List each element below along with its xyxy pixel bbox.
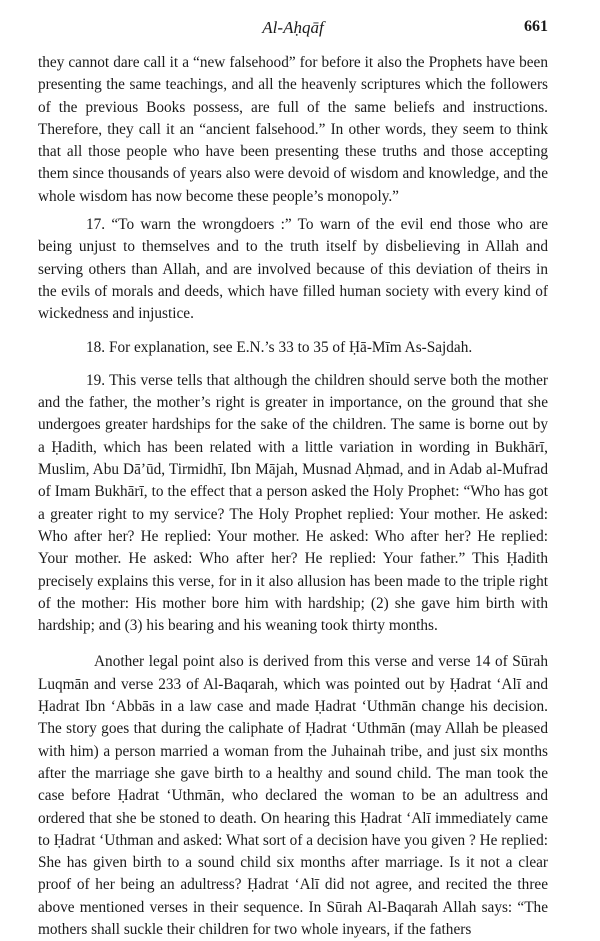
note-18: 18. For explanation, see E.N.’s 33 to 35 of Ḥā-Mīm As-Sajdah.	[86, 338, 473, 356]
note-19: 19. This verse tells that although the children should serve both the mother and the father, the mother’s right is greater in importance, on the ground that she undergoes greater hardships for the sake of the children. The same is borne out by a Ḥadith, which has been related with a little variation in wording in Bukhārī, Muslim, Abu Dā’ūd, Tirmidhī, Ibn Mājah, Musnad Aḥmad, and in Adab al-Mufrad of Imam Bukhārī, to the effect that a person asked the Holy Prophet: “Who has got a greater right to my service? The Holy Prophet replied: Your mother. He asked: Who after her? He replied: Your mother. He asked: Who after her? He replied: Your mother. He asked: Who after her? He replied: Your father.” This Ḥadith precisely explains this verse, for in it also allusion has been made to the triple right of the mother: His mother bore him with hardship; (2) she gave him birth with hardship; and (3) his bearing and his weaning took thirty months.	[38, 371, 548, 635]
paragraph-legal-point: Another legal point also is derived from this verse and verse 14 of Sūrah Luqmān and verse 233 of Al-Baqarah, which was pointed out by Ḥadrat ‘Alī and Ḥadrat Ibn ‘Abbās in a law case and made Ḥadrat ‘Uthmān change his decision. The story goes that during the caliphate of Ḥadrat ‘Uthmān (may Allah be pleased with him) a person married a woman from the Juhainah tribe, and just six months after the marriage she gave birth to a healthy and sound child. The man took the case before Ḥadrat ‘Uthmān, who declared the woman to be an adultress and ordered that she be stoned to death. On hearing this Ḥadrat ‘Alī immediately came to Ḥadrat ‘Uthman and asked: What sort of a decision have you given ? He replied: She has given birth to a sound child six months after marriage. Is it not a clear proof of her being an adultress? Ḥadrat ‘Alī did not agree, and recited the three above mentioned verses in their sequence. In Sūrah Al-Baqarah Allah says: “The mothers shall suckle their children for two whole inyears, if the fathers	[38, 653, 548, 938]
body-text	[38, 52, 548, 941]
paragraph-continuation: they cannot dare call it a “new falsehood” for before it also the Prophets have been presenting the same teachings, and all the heavenly scriptures which the followers of the previous Books possess, are full of the same beliefs and instructions. Therefore, they call it an “ancient falsehood.” In other words, they seem to think that all those people who have been presenting these truths and those accepting them since thousands of years also were devoid of wisdom and knowledge, and the whole wisdom has now become these people’s monopoly.”	[38, 54, 548, 205]
page-header	[38, 0, 548, 52]
running-title: Al-Aḥqāf	[262, 18, 324, 37]
note-17: 17. “To warn the wrongdoers :” To warn of the evil end those who are being unjust to themselves and to the truth itself by disbelieving in Allah and serving others than Allah, and are involved because of this deviation of theirs in the evils of morals and deeds, which have filled human society with every kind of wickedness and injustice.	[38, 216, 548, 323]
page-number: 661	[524, 18, 548, 35]
